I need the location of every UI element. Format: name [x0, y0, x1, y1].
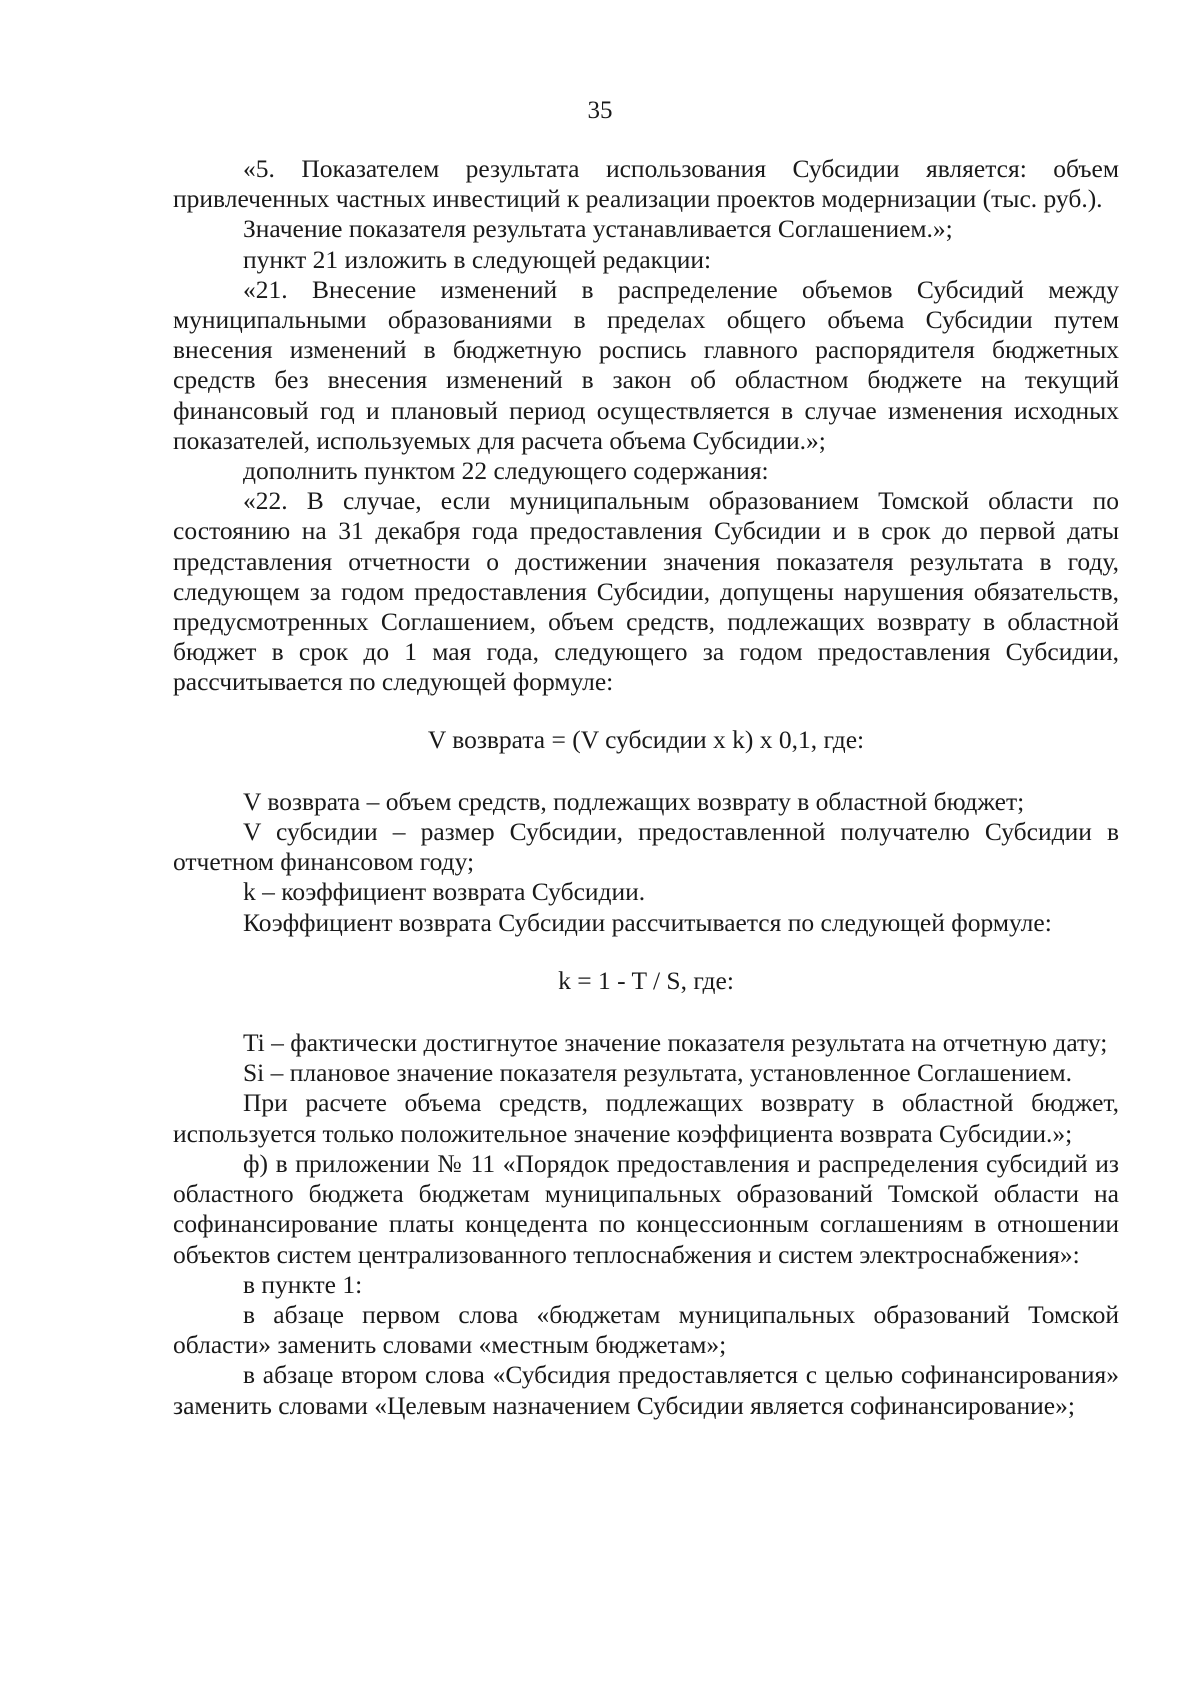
paragraph-point-21: «21. Внесение изменений в распределение объемов Субсидий между муниципальными образованиями в пределах общего объема Субсидии путем внесения изменений в бюджетную роспись главного распорядителя бюджетных средств без внесения изменений в закон об областном бюджете на текущий финансовый год и плановый период осуществляется в случае изменения исходных показателей, используемых для расчета объема Субсидии.»; [173, 274, 1119, 455]
paragraph-k-formula-intro: Коэффициент возврата Субсидии рассчитывается по следующей формуле: [243, 907, 1052, 937]
definition-k: k – коэффициент возврата Субсидии. [243, 877, 646, 907]
paragraph-point-1: в пункте 1: [243, 1269, 363, 1299]
formula-return-volume: V возврата = (V субсидии x k) x 0,1, где: [427, 724, 865, 754]
paragraph-point-22-intro: дополнить пунктом 22 следующего содержания: [243, 456, 769, 486]
paragraph-point-21-intro: пункт 21 изложить в следующей редакции: [243, 244, 712, 274]
paragraph-indicator-value: Значение показателя результата устанавливается Соглашением.»; [243, 214, 953, 244]
document-body [173, 154, 1119, 1421]
paragraph-appendix-11: ф) в приложении № 11 «Порядок предоставления и распределения субсидий из областного бюджета бюджетам муниципальных образований Томской области на софинансирование платы концедента по концессионным соглашениям в отношении объектов систем централизованного теплоснабжения и систем электроснабжения»: [173, 1148, 1119, 1269]
paragraph-positive-coefficient: При расчете объема средств, подлежащих возврату в областной бюджет, используется только положительное значение коэффициента возврата Субсидии.»; [173, 1088, 1119, 1148]
definition-v-subsidy: V субсидии – размер Субсидии, предоставленной получателю Субсидии в отчетном финансовом году; [173, 817, 1119, 877]
formula-coefficient: k = 1 - T / S, где: [558, 965, 734, 995]
paragraph-second-abzac: в абзаце втором слова «Субсидия предоставляется с целью софинансирования» заменить словами «Целевым назначением Субсидии является софинансирование»; [173, 1360, 1119, 1420]
definition-ti: Ti – фактически достигнутое значение показателя результата на отчетную дату; [243, 1028, 1108, 1058]
paragraph-indicator-item-5: «5. Показателем результата использования Субсидии является: объем привлеченных частных инвестиций к реализации проектов модернизации (тыс. руб.). [173, 154, 1119, 214]
definition-si: Si – плановое значение показателя результата, установленное Соглашением. [243, 1058, 1072, 1088]
page-number: 35 [587, 97, 613, 124]
paragraph-first-abzac: в абзаце первом слова «бюджетам муниципальных образований Томской области» заменить словами «местным бюджетам»; [173, 1299, 1119, 1360]
definition-v-return: V возврата – объем средств, подлежащих возврату в областной бюджет; [243, 786, 1025, 816]
paragraph-point-22: «22. В случае, если муниципальным образованием Томской области по состоянию на 31 декабря года предоставления Субсидии и в срок до первой даты представления отчетности о достижении значения показателя результата в году, следующем за годом предоставления Субсидии, допущены нарушения обязательств, предусмотренных Соглашением, объем средств, подлежащих возврату в областной бюджет в срок до 1 мая года, следующего за годом предоставления Субсидии, рассчитывается по следующей формуле: [173, 486, 1119, 697]
